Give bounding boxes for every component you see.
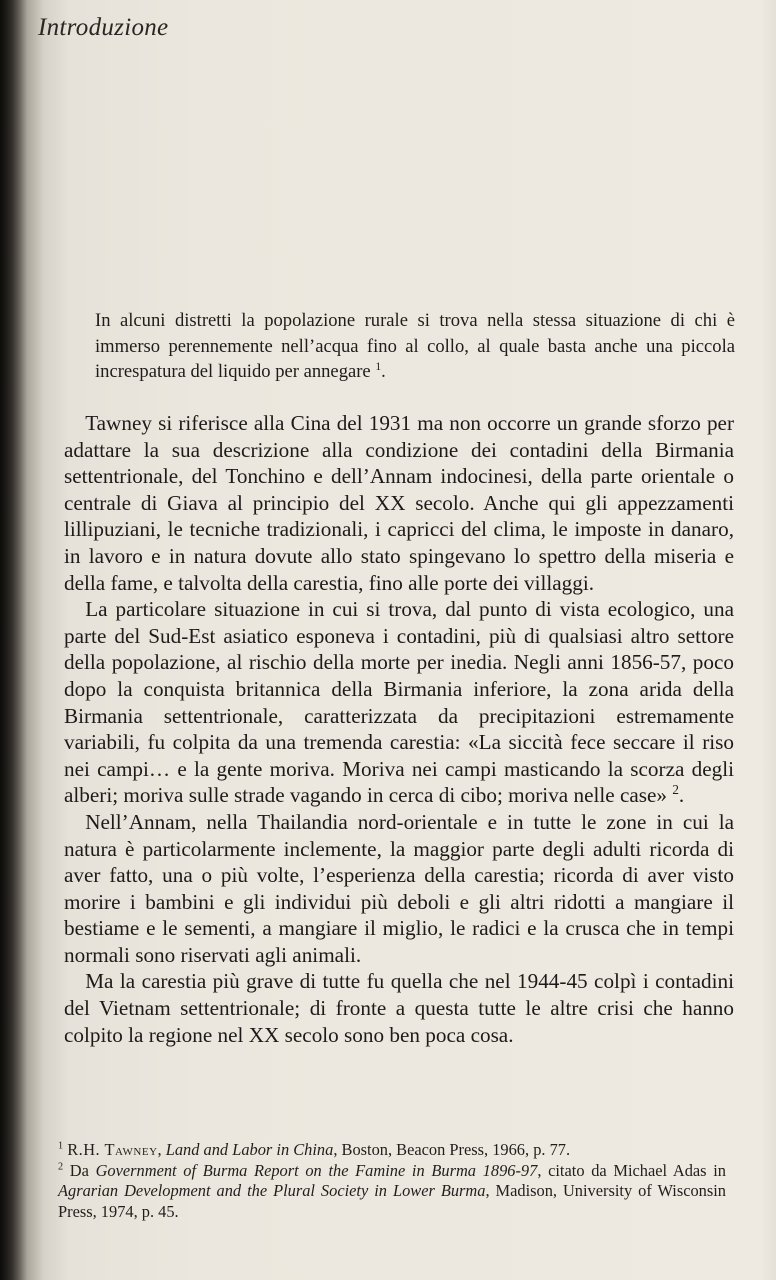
footnote-1-title: Land and Labor in China xyxy=(165,1140,334,1159)
running-head: Introduzione xyxy=(38,14,169,41)
epigraph-end: . xyxy=(381,361,386,382)
paragraph-4: Ma la carestia più grave di tutte fu quella che nel 1944-45 colpì i contadini del Vietnam settentrionale; di fronte a questa tutte le altre crisi che hanno colpito la regione nel XX secolo sono ben poca cosa. xyxy=(64,969,734,1047)
paragraph-2-note-ref: 2 xyxy=(672,782,679,798)
footnote-2-title2: Agrarian Development and the Plural Society in Lower Burma xyxy=(58,1181,486,1200)
epigraph xyxy=(95,308,735,385)
paragraph-1: Tawney si riferisce alla Cina del 1931 ma non occorre un grande sforzo per adattare la sua descrizione alla condizione dei contadini della Birmania settentrionale, del Tonchino e dell’Annam indocinesi, della parte orientale o centrale di Giava al principio del XX secolo. Anche qui gli appezzamenti lillipuziani, le tecniche tradizionali, i capricci del clima, le imposte in danaro, in lavoro e in natura dovute allo stato spingevano lo spettro della miseria e della fame, e talvolta della carestia, fino alle porte dei villaggi. xyxy=(64,411,734,595)
paragraph-2: La particolare situazione in cui si trova, dal punto di vista ecologico, una parte del Sud-Est asiatico esponeva i contadini, più di qualsiasi altro settore della popolazione, al rischio della morte per inedia. Negli anni 1856-57, poco dopo la conquista britannica della Birmania inferiore, la zona arida della Birmania settentrionale, caratterizzata da precipitazioni estremamente variabili, fu colpita da una tremenda carestia: «La siccità fece seccare il riso nei campi… e la gente moriva. Moriva nei campi masticando la scorza degli alberi; moriva sulle strade vagando in cerca di cibo; moriva nelle case» $^2$. xyxy=(64,597,734,808)
spine-shadow xyxy=(0,0,28,1280)
footnote-1: $^1$ R.H. Tawney, Land and Labor in China, Boston, Beacon Press, 1966, p. 77. xyxy=(58,1140,571,1159)
main-text xyxy=(64,410,734,1048)
footnotes xyxy=(46,1140,726,1222)
footnote-2-title: Government of Burma Report on the Famine in Burma 1896-97 xyxy=(95,1160,538,1180)
epigraph-text: In alcuni distretti la popolazione rurale si trova nella stessa situazione di chi è immerso perennemente nell’acqua fino al collo, al quale basta anche una piccola increspatura del liquido per annegare xyxy=(95,310,735,382)
footnote-1-author: R.H. Tawney xyxy=(67,1140,158,1159)
epigraph-note-ref: 1 xyxy=(375,360,382,373)
footnote-2: $^2$ Da Government of Burma Report on the Famine in Burma 1896-97, citato da Michael Adas in Agrarian Development and the Plural Society in Lower Burma, Madison, University of Wisconsin Press, 1974, p. 45. xyxy=(58,1160,726,1221)
paragraph-3: Nell’Annam, nella Thailandia nord-orientale e in tutte le zone in cui la natura è particolarmente inclemente, la maggior parte degli adulti ricorda di aver fatto, una o più volte, l’esperienza della carestia; ricorda di aver visto morire i bambini e gli individui più deboli e gli altri ridotti a mangiare il bestiame e le sementi, a mangiare il miglio, le radici e la crusca che in tempi normali sono riservati agli animali. xyxy=(64,809,734,967)
